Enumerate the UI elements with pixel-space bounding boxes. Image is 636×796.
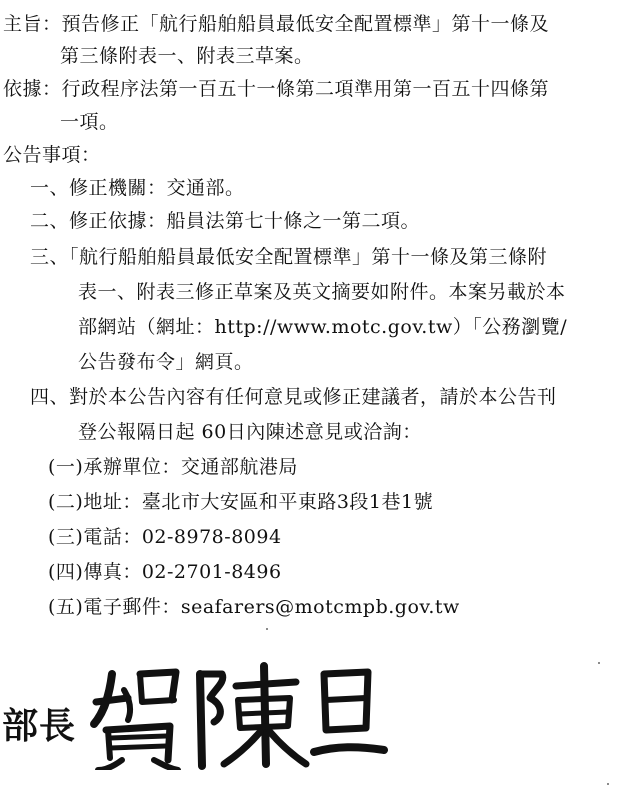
contact-unit: (一)承辦單位：交通部航港局 bbox=[48, 456, 298, 478]
contact-address: (二)地址：臺北市大安區和平東路3段1巷1號 bbox=[48, 491, 434, 513]
scan-speck bbox=[266, 628, 268, 630]
basis-line-2: 一項。 bbox=[60, 111, 119, 133]
notice-heading: 公告事項： bbox=[3, 144, 101, 166]
minister-signature-name bbox=[88, 660, 388, 770]
minister-title: 部長 bbox=[2, 706, 77, 747]
subject-line-2: 第三條附表一、附表三草案。 bbox=[60, 45, 314, 67]
scan-speck bbox=[598, 662, 600, 664]
contact-phone: (三)電話：02-8978-8094 bbox=[48, 526, 282, 548]
basis-line-1: 依據：行政程序法第一百五十一條第二項準用第一百五十四條第 bbox=[3, 78, 550, 100]
scan-speck bbox=[607, 783, 609, 785]
item-3-line-1: 三、「航行船舶船員最低安全配置標準」第十一條及第三條附 bbox=[30, 246, 548, 268]
signature-block bbox=[2, 660, 422, 780]
item-4-line-2: 登公報隔日起 60日內陳述意見或洽詢： bbox=[78, 421, 422, 443]
contact-email: (五)電子郵件：seafarers@motcmpb.gov.tw bbox=[48, 596, 460, 618]
contact-fax: (四)傳真：02-2701-8496 bbox=[48, 561, 282, 583]
item-3-line-4: 公告發布令」網頁。 bbox=[78, 351, 254, 373]
item-3-line-2: 表一、附表三修正草案及英文摘要如附件。本案另載於本 bbox=[78, 281, 566, 303]
item-2: 二、修正依據：船員法第七十條之一第二項。 bbox=[30, 210, 421, 232]
subject-line-1: 主旨：預告修正「航行船舶船員最低安全配置標準」第十一條及 bbox=[3, 13, 550, 35]
item-4-line-1: 四、對於本公告內容有任何意見或修正建議者，請於本公告刊 bbox=[30, 386, 557, 408]
item-3-line-3: 部網站（網址：http://www.motc.gov.tw）「公務瀏覽/ bbox=[78, 316, 568, 338]
item-1: 一、修正機關：交通部。 bbox=[30, 177, 245, 199]
